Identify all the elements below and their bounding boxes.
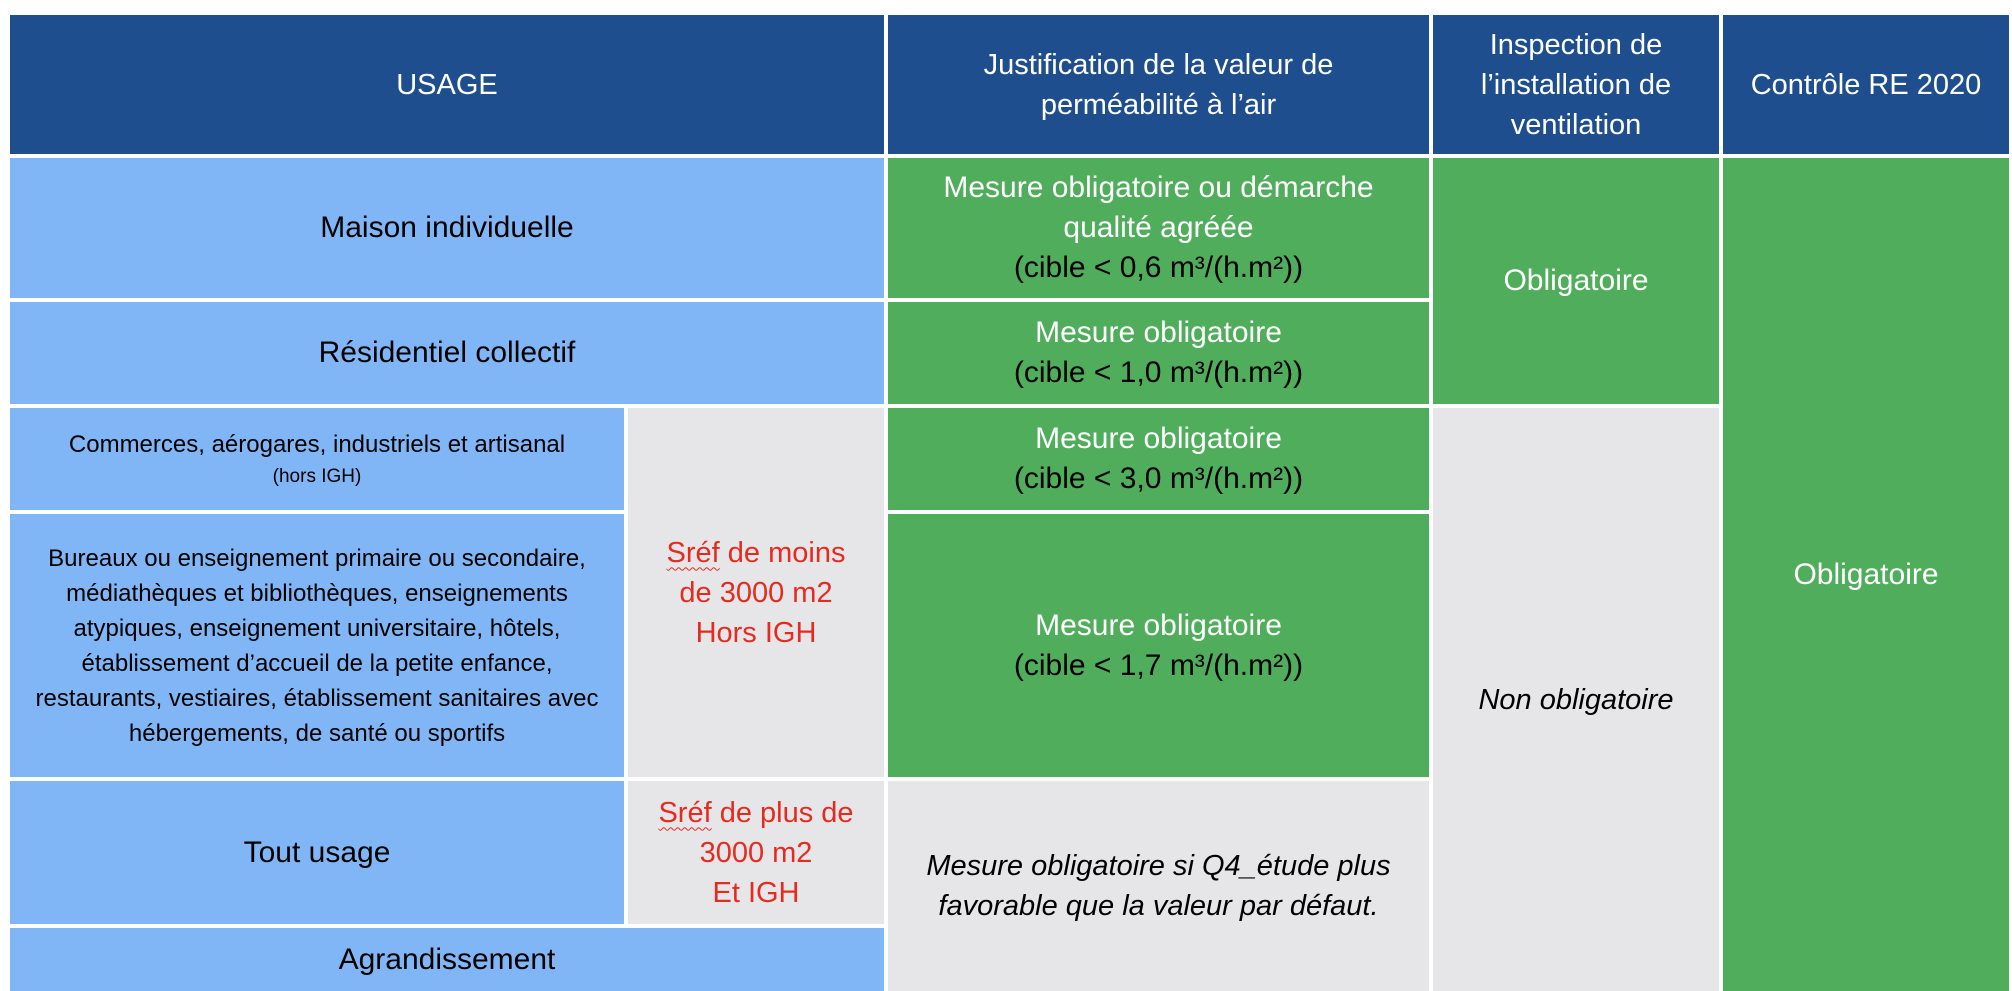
usage-maison-label: Maison individuelle bbox=[320, 211, 574, 244]
header-usage-label: USAGE bbox=[396, 68, 498, 101]
sref-large-word: Sréf bbox=[658, 796, 712, 829]
inspection-obligatoire-label: Obligatoire bbox=[1503, 264, 1649, 297]
justification-maison bbox=[888, 158, 1429, 298]
controle-obligatoire bbox=[1723, 158, 2009, 991]
header-inspection-label: Inspection de l’installation de ventilation bbox=[1480, 28, 1672, 141]
justification-bureaux bbox=[888, 514, 1429, 777]
sref-small-threshold bbox=[628, 408, 884, 777]
re2020-table bbox=[10, 15, 2001, 980]
sref-large-line3: Et IGH bbox=[712, 876, 800, 909]
inspection-non-obligatoire-label: Non obligatoire bbox=[1478, 683, 1674, 716]
justification-residentiel-text: Mesure obligatoire bbox=[1035, 316, 1282, 349]
sref-large-line1 bbox=[654, 793, 858, 873]
usage-agrandissement bbox=[10, 928, 884, 991]
target-bureaux bbox=[1014, 646, 1303, 686]
justification-large bbox=[888, 781, 1429, 991]
controle-obligatoire-label: Obligatoire bbox=[1793, 557, 1939, 591]
header-controle bbox=[1723, 15, 2009, 154]
target-commerces-unit: m³/(h.m²)) bbox=[1169, 462, 1304, 495]
usage-commerces-label: Commerces, aérogares, industriels et artisanal bbox=[68, 430, 566, 458]
usage-agrandissement-label: Agrandissement bbox=[338, 942, 556, 976]
header-usage bbox=[10, 15, 884, 154]
target-maison bbox=[1014, 248, 1303, 288]
target-commerces bbox=[1014, 459, 1303, 499]
header-justification-label: Justification de la valeur de perméabilité à l’air bbox=[983, 48, 1334, 121]
justification-commerces bbox=[888, 408, 1429, 510]
usage-tout-usage-label: Tout usage bbox=[243, 835, 391, 869]
target-commerces-value: (cible < 3,0 bbox=[1013, 462, 1162, 495]
target-maison-value: (cible < 0,6 bbox=[1013, 251, 1162, 284]
usage-commerces-note: (hors IGH) bbox=[272, 465, 362, 487]
usage-commerces bbox=[10, 408, 624, 510]
usage-bureaux-label: Bureaux ou enseignement primaire ou secondaire, médiathèques et bibliothèques, enseignements atypiques, enseignement universitaire, hôtels, établissement d’accueil de la petite enfance, restaurants, vestiaires, établissement sanitaires avec hébergements, de santé ou sportifs bbox=[35, 544, 599, 747]
usage-maison-individuelle bbox=[10, 158, 884, 298]
inspection-obligatoire bbox=[1433, 158, 1719, 404]
usage-residentiel-collectif bbox=[10, 302, 884, 404]
justification-large-text: Mesure obligatoire si Q4_étude plus favorable que la valeur par défaut. bbox=[926, 850, 1391, 922]
usage-residentiel-label: Résidentiel collectif bbox=[318, 336, 576, 369]
sref-large-rest: de plus de 3000 m2 bbox=[699, 796, 854, 869]
target-bureaux-value: (cible < 1,7 bbox=[1013, 648, 1162, 682]
usage-bureaux bbox=[10, 514, 624, 777]
justification-bureaux-text: Mesure obligatoire bbox=[1035, 608, 1282, 642]
target-bureaux-unit: m³/(h.m²)) bbox=[1169, 648, 1304, 682]
justification-maison-text: Mesure obligatoire ou démarche qualité agréée bbox=[943, 171, 1374, 244]
usage-tout-usage bbox=[10, 781, 624, 924]
sref-large-threshold bbox=[628, 781, 884, 924]
sref-small-rest: de moins de 3000 m2 bbox=[679, 536, 846, 609]
inspection-non-obligatoire bbox=[1433, 408, 1719, 991]
header-justification bbox=[888, 15, 1429, 154]
header-controle-label: Contrôle RE 2020 bbox=[1750, 68, 1982, 101]
sref-small-word: Sréf bbox=[666, 536, 720, 569]
header-inspection bbox=[1433, 15, 1719, 154]
sref-small-line3: Hors IGH bbox=[695, 616, 817, 649]
justification-residentiel bbox=[888, 302, 1429, 404]
justification-commerces-text: Mesure obligatoire bbox=[1035, 422, 1282, 455]
sref-small-line1 bbox=[658, 533, 854, 613]
target-residentiel-unit: m³/(h.m²)) bbox=[1169, 356, 1304, 389]
target-residentiel-value: (cible < 1,0 bbox=[1013, 356, 1162, 389]
target-residentiel bbox=[1014, 353, 1303, 393]
target-maison-unit: m³/(h.m²)) bbox=[1169, 251, 1304, 284]
